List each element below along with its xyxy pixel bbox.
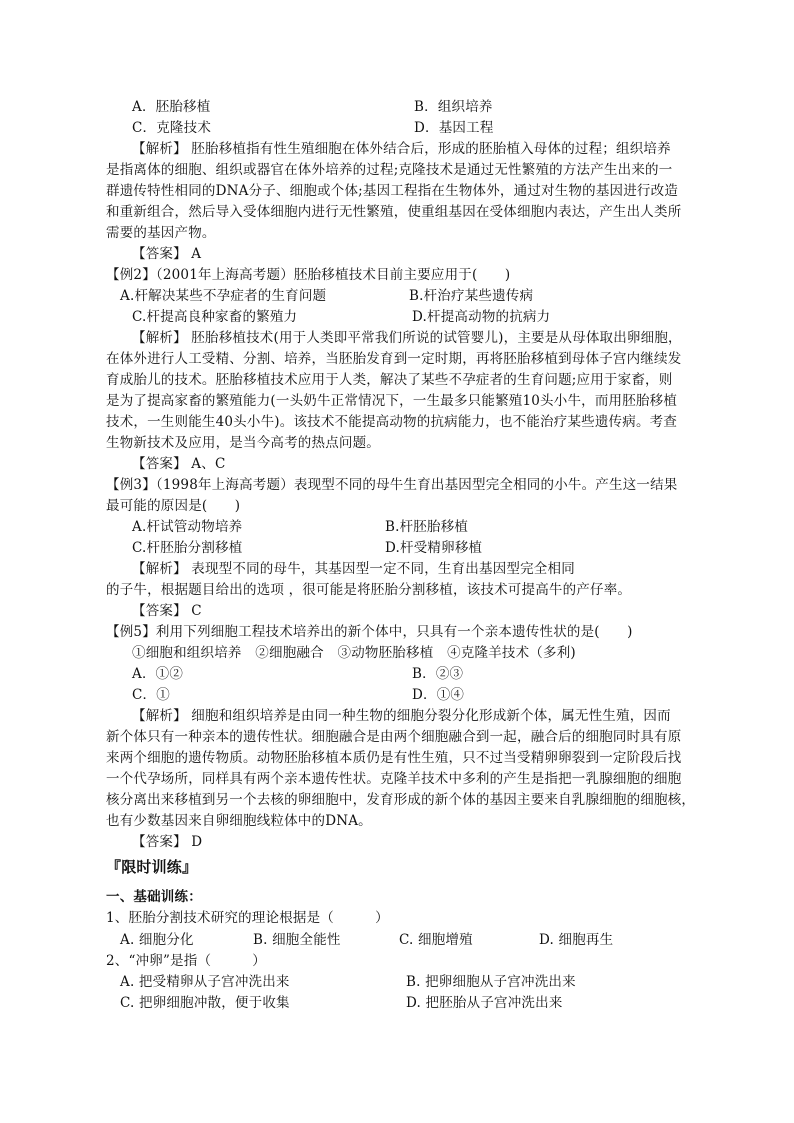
option-a: A．①②	[132, 666, 184, 682]
option-d: D.杆受精卵移植	[385, 540, 483, 556]
question-stem: 2、“冲卵”是指（ ）	[106, 953, 266, 969]
option-a: A. 把受精卵从子宫冲洗出来	[120, 974, 290, 990]
option-d: D. 把胚胎从子宫冲洗出来	[406, 995, 563, 1011]
analysis-line: 来两个细胞的遗传物质。动物胚胎移植本质仍是有性生殖，只不过当受精卵卵裂到一定阶段后找	[106, 750, 682, 766]
example-items: ①细胞和组织培养 ②细胞融合 ③动物胚胎移植 ④克隆羊技术（多利)	[132, 645, 576, 661]
analysis-line: 的子牛，根据题目给出的选项 ，很可能是将胚胎分割移植，该技术可提高牛的产仔率。	[106, 582, 632, 598]
option-a: A.杆试管动物培养	[132, 519, 243, 535]
option-d: D.杆提高动物的抗病力	[412, 309, 551, 325]
analysis-line: 生物新技术及应用，是当今高考的热点问题。	[106, 435, 380, 451]
example-stem: 【例2】（2001年上海高考题）胚胎移植技术目前主要应用于( )	[106, 267, 511, 283]
option-c: C.杆胚胎分割移植	[132, 540, 243, 556]
option-c: C．①	[132, 687, 170, 703]
example-stem: 【例3】（1998年上海高考题）表现型不同的母牛生育出基因型完全相同的小牛。产生这一结果	[106, 477, 678, 493]
analysis-line: 育成胎儿的技术。胚胎移植技术应用于人类，解决了某些不孕症者的生育问题;应用于家畜，则	[106, 372, 673, 388]
analysis-line: 是指离体的细胞、组织或器官在体外培养的过程;克隆技术是通过无性繁殖的方法产生出来的一	[106, 162, 673, 178]
analysis-line: 群遗传特性相同的DNA分子、细胞或个体;基因工程指在生物体外，通过对生物的基因进行改造	[106, 183, 679, 199]
option-b: B. 把卵细胞从子宫冲洗出来	[406, 974, 576, 990]
analysis-line: 技术，一生则能生40头小牛)。该技术不能提高动物的抗病能力，也不能治疗某些遗传病。考查	[106, 414, 678, 430]
option-b: B. 细胞全能性	[253, 932, 341, 948]
analysis-line: 核分离出来移植到另一个去核的卵细胞中，发育形成的新个体的基因主要来自乳腺细胞的细胞核，	[106, 792, 696, 808]
option-a: A. 细胞分化	[120, 932, 194, 948]
analysis-line: 在体外进行人工受精、分割、培养，当胚胎发育到一定时期，再将胚胎移植到母体子宫内继续发	[106, 351, 682, 367]
analysis-line: 也有少数基因来自卵细胞线粒体中的DNA。	[106, 813, 372, 829]
analysis-line: 是为了提高家畜的繁殖能力(一头奶牛正常情况下，一生最多只能繁殖10头小牛，而用胚胎移植	[106, 393, 678, 409]
option-a: A．胚胎移植	[132, 99, 211, 115]
option-c: C.杆提高良种家畜的繁殖力	[132, 309, 298, 325]
option-c: C．克隆技术	[132, 120, 212, 136]
answer-line: 【答案】 C	[132, 603, 202, 619]
analysis-line: 一个代孕场所，同样具有两个亲本遗传性状。克隆羊技术中多利的产生是指把一乳腺细胞的细胞	[106, 771, 682, 787]
option-b: B．②③	[412, 666, 464, 682]
analysis-line: 【解析】 表现型不同的母牛，其基因型一定不同，生育出基因型完全相同	[132, 561, 575, 577]
question-stem: 1、胚胎分割技术研究的理论根据是（ ）	[106, 910, 389, 926]
option-c: C. 把卵细胞冲散，便于收集	[120, 995, 290, 1011]
analysis-line: 【解析】 细胞和组织培养是由同一种生物的细胞分裂分化形成新个体，属无性生殖，因而	[132, 708, 671, 724]
analysis-line: 需要的基因产物。	[106, 225, 216, 241]
option-b: B．组织培养	[414, 99, 493, 115]
option-d: D．基因工程	[414, 120, 494, 136]
answer-line: 【答案】 A、C	[132, 456, 226, 472]
section-title: 『限时训练』	[106, 858, 198, 876]
analysis-line: 【解析】 胚胎移植技术(用于人类即平常我们所说的试管婴儿)，主要是从母体取出卵细胞，	[132, 330, 682, 346]
option-d: D．①④	[412, 687, 465, 703]
answer-line: 【答案】 D	[132, 834, 203, 850]
analysis-line: 新个体只有一种亲本的遗传性状。细胞融合是由两个细胞融合到一起，融合后的细胞同时具有原	[106, 729, 682, 745]
option-d: D. 细胞再生	[539, 932, 614, 948]
option-c: C. 细胞增殖	[399, 932, 473, 948]
option-b: B.杆治疗某些遗传病	[409, 288, 534, 304]
option-a: A.杆解决某些不孕症者的生育问题	[120, 288, 327, 304]
subsection-title: 一、基础训练：	[106, 889, 202, 905]
example-stem: 最可能的原因是( )	[106, 498, 241, 514]
analysis-line: 【解析】 胚胎移植指有性生殖细胞在体外结合后，形成的胚胎植入母体的过程；组织培养	[132, 141, 671, 157]
answer-line: 【答案】 A	[132, 246, 202, 262]
analysis-line: 和重新组合，然后导入受体细胞内进行无性繁殖，使重组基因在受体细胞内表达，产生出人类所	[106, 204, 682, 220]
option-b: B.杆胚胎移植	[385, 519, 469, 535]
example-stem: 【例5】利用下列细胞工程技术培养出的新个体中，只具有一个亲本遗传性状的是( )	[106, 624, 633, 640]
